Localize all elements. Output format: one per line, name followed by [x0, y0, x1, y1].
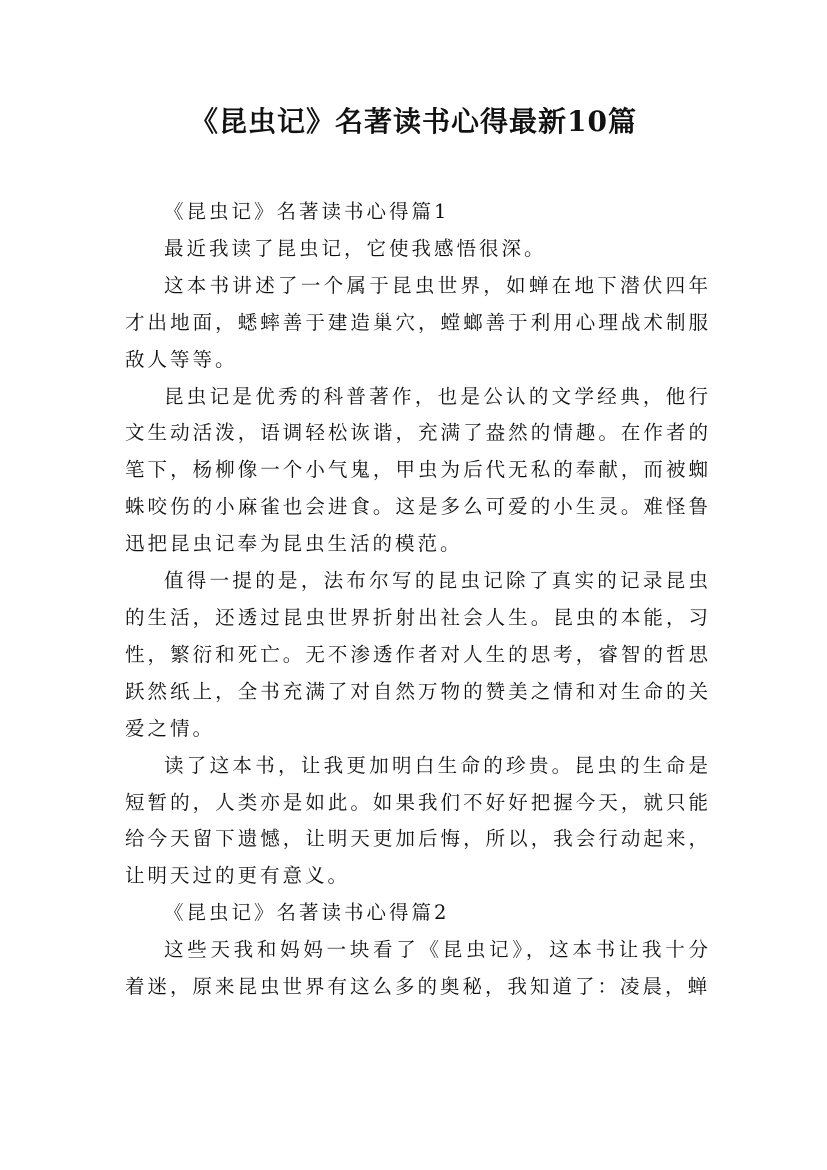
- section-heading: 《昆虫记》名著读书心得篇2: [164, 901, 450, 925]
- paragraph: 这些天我和妈妈一块看了《昆虫记》，这本书让我十分着迷，原来昆虫世界有这么多的奥秘，我知道了：凌晨，蝉: [125, 938, 711, 999]
- document-body: [125, 194, 711, 1006]
- paragraph: 读了这本书，让我更加明白生命的珍贵。昆虫的生命是短暂的，人类亦是如此。如果我们不好好把握今天，就只能给今天留下遗憾，让明天更加后悔，所以，我会行动起来，让明天过的更有意义。: [125, 753, 711, 888]
- section-heading: 《昆虫记》名著读书心得篇1: [164, 200, 450, 223]
- paragraph: 值得一提的是，法布尔写的昆虫记除了真实的记录昆虫的生活，还透过昆虫世界折射出社会人生。昆虫的本能，习性，繁衍和死亡。无不渗透作者对人生的思考，睿智的哲思跃然纸上，全书充满了对自然万物的赞美之情和对生命的关爱之情。: [125, 569, 711, 740]
- document-title: 《昆虫记》名著读书心得最新10篇: [190, 105, 637, 138]
- paragraph: 最近我读了昆虫记，它使我感悟很深。: [164, 236, 547, 260]
- paragraph: 这本书讲述了一个属于昆虫世界，如蝉在地下潜伏四年才出地面，蟋蟀善于建造巢穴，螳螂善于利用心理战术制服敌人等等。: [125, 273, 711, 371]
- paragraph: 昆虫记是优秀的科普著作，也是公认的文学经典，他行文生动活泼，语调轻松诙谐，充满了盎然的情趣。在作者的笔下，杨柳像一个小气鬼，甲虫为后代无私的奉献，而被蜘蛛咬伤的小麻雀也会进食。这是多么可爱的小生灵。难怪鲁迅把昆虫记奉为昆虫生活的模范。: [125, 384, 711, 556]
